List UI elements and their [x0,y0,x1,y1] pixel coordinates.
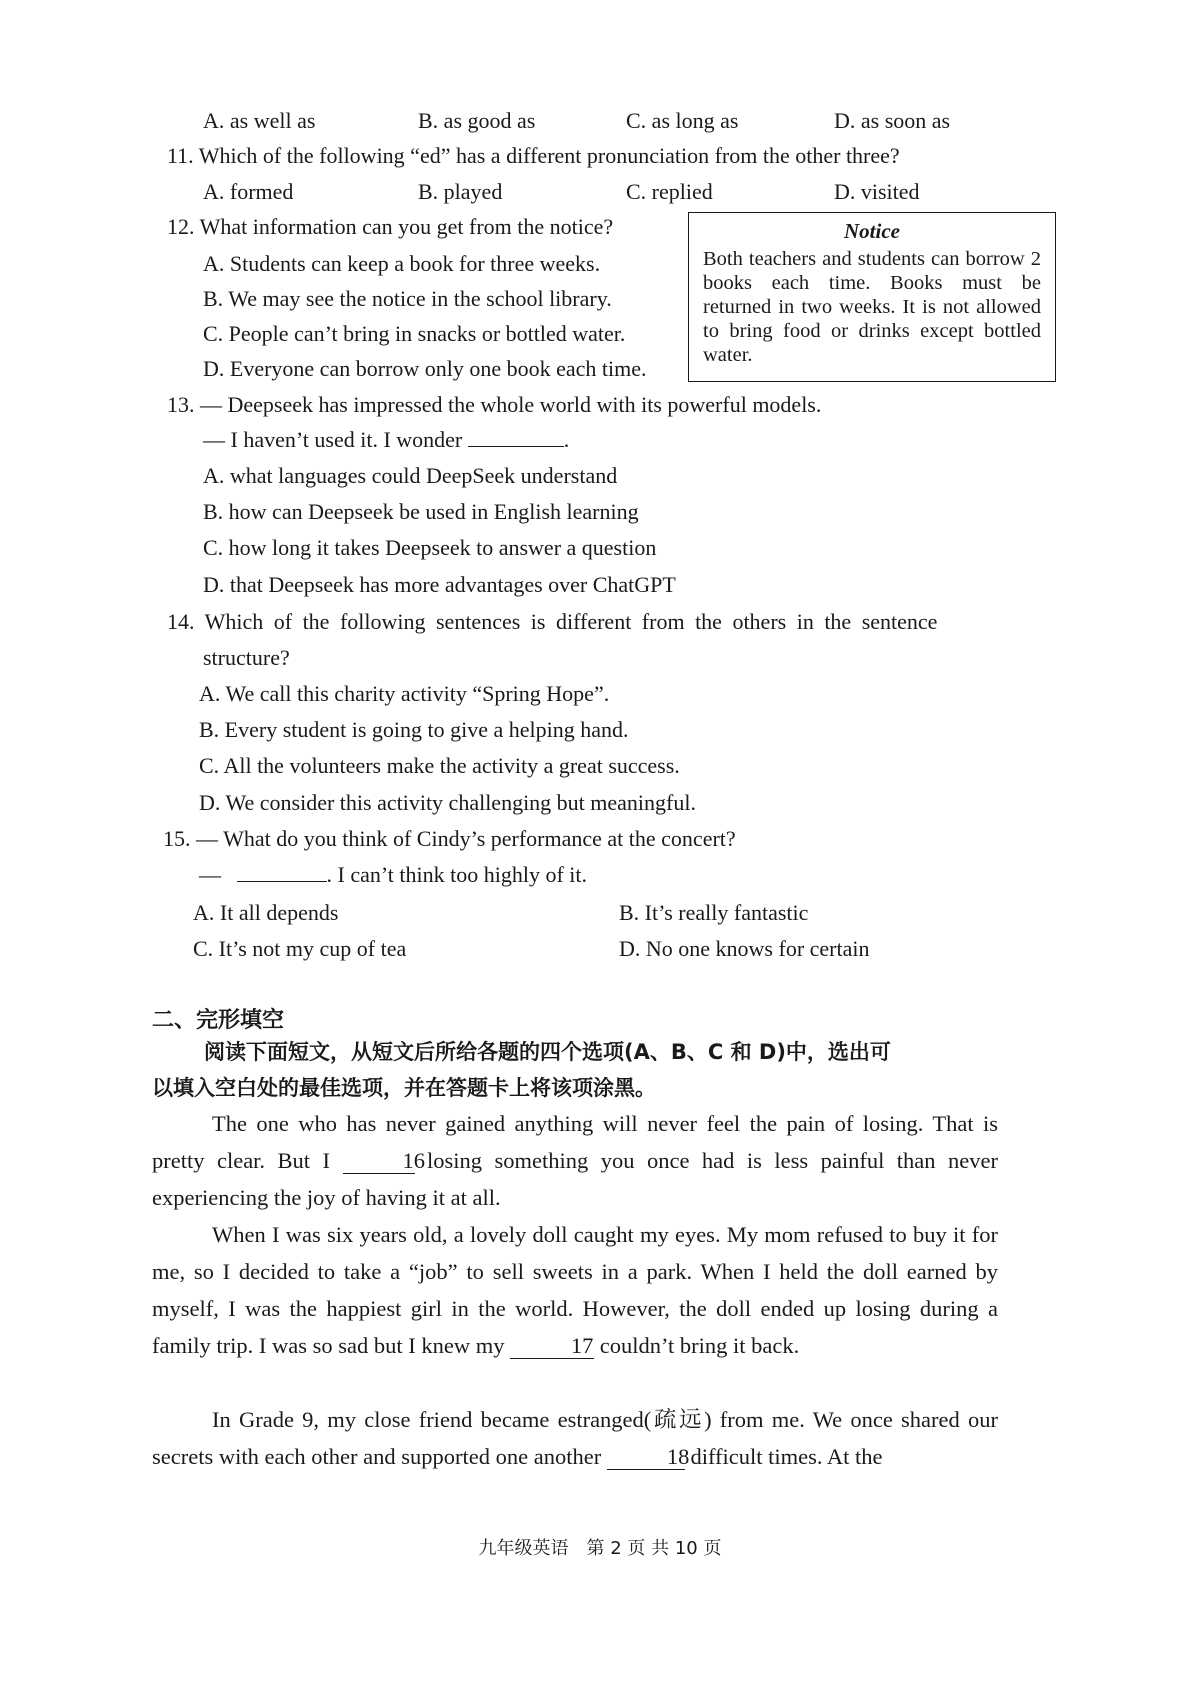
q12-option-b: B. We may see the notice in the school library. [203,286,612,311]
passage-text: When I was six years old, a lovely doll caught my eyes. My mom refused to buy it for me, so I decided to take a “job” to sell sweets in a park. When I held the doll earned by myself, I was the happiest girl in the world. However, the doll ended up losing during a family trip. I was so sad but I knew my [152,1222,998,1358]
q11-option-d: D. visited [834,179,920,204]
q10-option-c: C. as long as [626,108,739,133]
q11-option-c: C. replied [626,179,713,204]
q15-option-d: D. No one knows for certain [619,936,870,961]
q14-stem-line1: 14. Which of the following sentences is different from the others in the sentence [167,609,938,634]
passage-paragraph-1 [152,1105,998,1216]
q12-option-a: A. Students can keep a book for three weeks. [203,251,601,276]
q13-option-a: A. what languages could DeepSeek understand [203,463,618,488]
passage-text: losing something you once had is less painful than never experiencing the joy of having it at all. [152,1148,998,1210]
q11-stem: 11. Which of the following “ed” has a different pronunciation from the other three? [167,143,900,168]
q10-option-b: B. as good as [418,108,536,133]
blank-16: 16 [343,1149,415,1174]
section-instruction-line1: 阅读下面短文，从短文后所给各题的四个选项(A、B、C 和 D)中，选出可 [204,1040,891,1064]
q15-reply-dash: — [199,862,221,887]
q14-stem-line2: structure? [203,645,290,670]
q15-stem: 15. — What do you think of Cindy’s performance at the concert? [163,826,736,851]
passage-text: In Grade 9, my close friend became estranged(疏远) from me. We once shared our secrets with each other and supported one another [152,1407,998,1469]
section-instruction-line2: 以填入空白处的最佳选项，并在答题卡上将该项涂黑。 [152,1076,656,1100]
q13-option-b: B. how can Deepseek be used in English learning [203,499,639,524]
passage-text: The one who has never gained anything will never feel the pain of losing. That is pretty clear. But I [152,1111,998,1173]
q11-option-a: A. formed [203,179,294,204]
q13-answer-blank [468,446,564,447]
q14-option-d: D. We consider this activity challenging but meaningful. [199,790,696,815]
q10-option-d: D. as soon as [834,108,951,133]
q12-option-d: D. Everyone can borrow only one book each time. [203,356,647,381]
q13-option-c: C. how long it takes Deepseek to answer a question [203,535,657,560]
q11-option-b: B. played [418,179,503,204]
q13-reply-end: . [563,427,570,452]
blank-17: 17 [510,1334,594,1359]
q12-stem: 12. What information can you get from the notice? [167,214,614,239]
q15-reply-text: . I can’t think too highly of it. [326,862,588,887]
q15-answer-blank [237,881,327,882]
q13-stem: 13. — Deepseek has impressed the whole world with its powerful models. [167,392,822,417]
page-footer: 九年级英语 第 2 页 共 10 页 [478,1538,722,1559]
q15-option-c: C. It’s not my cup of tea [193,936,407,961]
q13-reply [203,425,569,455]
passage-paragraph-2 [152,1216,998,1364]
q13-option-d: D. that Deepseek has more advantages over ChatGPT [203,572,676,597]
q15-reply [199,860,587,890]
q15-option-a: A. It all depends [193,900,339,925]
notice-box [688,212,1056,382]
q10-option-a: A. as well as [203,108,316,133]
passage-text: difficult times. At the [690,1444,883,1469]
section-title: 二、完形填空 [152,1008,285,1033]
q13-reply-text: — I haven’t used it. I wonder [203,427,463,452]
blank-18: 18 [607,1445,685,1470]
q12-option-c: C. People can’t bring in snacks or bottled water. [203,321,626,346]
q14-option-c: C. All the volunteers make the activity a great success. [199,753,680,778]
notice-title: Notice [844,219,900,243]
q14-option-b: B. Every student is going to give a helping hand. [199,717,629,742]
q14-option-a: A. We call this charity activity “Spring Hope”. [199,681,610,706]
passage-text: couldn’t bring it back. [599,1333,800,1358]
passage-paragraph-3 [152,1401,998,1475]
notice-body: Both teachers and students can borrow 2 books each time. Books must be returned in two weeks. It is not allowed to bring food or drinks except bottled water. [703,248,1041,366]
q15-option-b: B. It’s really fantastic [619,900,809,925]
